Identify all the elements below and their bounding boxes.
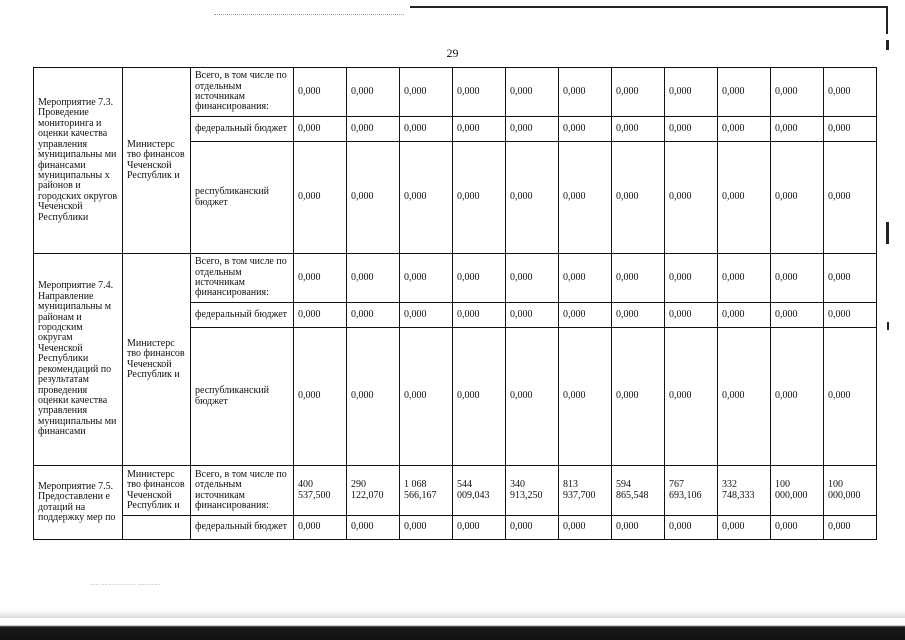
amount-cell: 0,000 xyxy=(718,516,771,540)
amount-cell: 0,000 xyxy=(824,516,877,540)
amount-cell: 0,000 xyxy=(771,117,824,142)
amount-cell: 0,000 xyxy=(294,68,347,117)
amount-cell: 0,000 xyxy=(294,328,347,466)
amount-cell: 0,000 xyxy=(771,68,824,117)
amount-cell: 0,000 xyxy=(665,142,718,254)
amount-cell: 0,000 xyxy=(559,117,612,142)
amount-cell: 0,000 xyxy=(400,68,453,117)
amount-cell: 0,000 xyxy=(400,516,453,540)
funding-source-cell: Всего, в том числе по отдельным источникам финансирования: xyxy=(191,254,294,303)
amount-cell: 0,000 xyxy=(665,254,718,303)
amount-cell: 0,000 xyxy=(400,303,453,328)
amount-cell: 0,000 xyxy=(506,516,559,540)
table-row xyxy=(34,254,877,303)
amount-cell: 0,000 xyxy=(453,328,506,466)
amount-cell: 0,000 xyxy=(559,328,612,466)
amount-cell: 290 122,070 xyxy=(347,466,400,516)
amount-cell: 0,000 xyxy=(718,254,771,303)
amount-cell: 0,000 xyxy=(771,516,824,540)
executor-cell: Министерс тво финансов Чеченской Республик и xyxy=(123,254,191,466)
budget-table xyxy=(33,67,877,540)
amount-cell: 0,000 xyxy=(294,254,347,303)
page-frame-top xyxy=(410,6,888,8)
amount-cell: 0,000 xyxy=(453,516,506,540)
amount-cell: 0,000 xyxy=(665,68,718,117)
table-row xyxy=(34,68,877,117)
executor-cell: Министерс тво финансов Чеченской Республик и xyxy=(123,466,191,516)
amount-cell: 0,000 xyxy=(612,328,665,466)
page-number: 29 xyxy=(446,46,459,60)
amount-cell: 0,000 xyxy=(294,142,347,254)
scan-edge-mark xyxy=(886,222,889,244)
table-row xyxy=(34,466,877,516)
event-name-cell: Мероприятие 7.3. Проведение мониторинга и оценки качества управления муниципальны ми финансами муниципальны х районов и городских округов Чеченской Республики xyxy=(34,68,123,254)
amount-cell: 0,000 xyxy=(294,516,347,540)
amount-cell: 0,000 xyxy=(824,254,877,303)
amount-cell: 0,000 xyxy=(559,516,612,540)
amount-cell: 0,000 xyxy=(347,516,400,540)
amount-cell: 1 068 566,167 xyxy=(400,466,453,516)
amount-cell: 0,000 xyxy=(453,68,506,117)
amount-cell: 0,000 xyxy=(453,303,506,328)
amount-cell: 0,000 xyxy=(347,328,400,466)
amount-cell: 0,000 xyxy=(506,68,559,117)
amount-cell: 0,000 xyxy=(824,117,877,142)
amount-cell: 0,000 xyxy=(347,117,400,142)
amount-cell: 0,000 xyxy=(718,68,771,117)
amount-cell: 0,000 xyxy=(453,142,506,254)
amount-cell: 0,000 xyxy=(294,303,347,328)
footer-artifact: ‥‥‥ ‥‥‥‥ ‥‥‥‥‥‥‥‥ ‥‥‥‥‥‥‥‥ xyxy=(90,581,161,586)
amount-cell: 0,000 xyxy=(400,142,453,254)
amount-cell: 0,000 xyxy=(612,303,665,328)
amount-cell: 100 000,000 xyxy=(771,466,824,516)
amount-cell: 0,000 xyxy=(665,303,718,328)
amount-cell: 0,000 xyxy=(824,142,877,254)
executor-cell: Министерс тво финансов Чеченской Республик и xyxy=(123,68,191,254)
amount-cell: 0,000 xyxy=(612,117,665,142)
amount-cell: 813 937,700 xyxy=(559,466,612,516)
amount-cell: 0,000 xyxy=(612,516,665,540)
amount-cell: 0,000 xyxy=(506,142,559,254)
amount-cell: 0,000 xyxy=(294,117,347,142)
executor-cell xyxy=(123,516,191,540)
event-name-cell: Мероприятие 7.4. Направление муниципальны м районам и городским округам Чеченской Республики рекомендаций по результатам проведения оценки качества управления муниципальны ми финансами xyxy=(34,254,123,466)
amount-cell: 0,000 xyxy=(559,254,612,303)
amount-cell: 0,000 xyxy=(718,303,771,328)
amount-cell: 0,000 xyxy=(824,328,877,466)
amount-cell: 544 009,043 xyxy=(453,466,506,516)
amount-cell: 0,000 xyxy=(612,142,665,254)
amount-cell: 0,000 xyxy=(400,328,453,466)
amount-cell: 0,000 xyxy=(665,117,718,142)
amount-cell: 0,000 xyxy=(347,68,400,117)
funding-source-cell: федеральный бюджет xyxy=(191,303,294,328)
funding-source-cell: республиканский бюджет xyxy=(191,142,294,254)
scan-edge-mark xyxy=(887,322,889,330)
amount-cell: 0,000 xyxy=(559,68,612,117)
amount-cell: 0,000 xyxy=(347,303,400,328)
amount-cell: 0,000 xyxy=(824,303,877,328)
amount-cell: 0,000 xyxy=(559,303,612,328)
amount-cell: 767 693,106 xyxy=(665,466,718,516)
amount-cell: 0,000 xyxy=(718,142,771,254)
amount-cell: 0,000 xyxy=(559,142,612,254)
funding-source-cell: федеральный бюджет xyxy=(191,516,294,540)
amount-cell: 0,000 xyxy=(453,117,506,142)
amount-cell: 594 865,548 xyxy=(612,466,665,516)
amount-cell: 0,000 xyxy=(347,142,400,254)
amount-cell: 340 913,250 xyxy=(506,466,559,516)
amount-cell: 0,000 xyxy=(506,328,559,466)
amount-cell: 0,000 xyxy=(506,117,559,142)
funding-source-cell: федеральный бюджет xyxy=(191,117,294,142)
amount-cell: 0,000 xyxy=(718,117,771,142)
amount-cell: 0,000 xyxy=(824,68,877,117)
amount-cell: 0,000 xyxy=(400,254,453,303)
event-name-cell: Мероприятие 7.5. Предоставлени е дотаций на поддержку мер по xyxy=(34,466,123,540)
amount-cell: 0,000 xyxy=(771,142,824,254)
funding-source-cell: республиканский бюджет xyxy=(191,328,294,466)
amount-cell: 332 748,333 xyxy=(718,466,771,516)
scan-bottom-edge xyxy=(0,621,905,640)
amount-cell: 0,000 xyxy=(453,254,506,303)
page-frame-right xyxy=(886,6,888,34)
amount-cell: 0,000 xyxy=(400,117,453,142)
scan-artifact-top xyxy=(214,14,404,21)
amount-cell: 0,000 xyxy=(612,68,665,117)
amount-cell: 0,000 xyxy=(665,516,718,540)
amount-cell: 0,000 xyxy=(506,254,559,303)
amount-cell: 0,000 xyxy=(506,303,559,328)
amount-cell: 0,000 xyxy=(718,328,771,466)
amount-cell: 0,000 xyxy=(771,328,824,466)
amount-cell: 0,000 xyxy=(612,254,665,303)
funding-source-cell: Всего, в том числе по отдельным источникам финансирования: xyxy=(191,466,294,516)
amount-cell: 0,000 xyxy=(347,254,400,303)
funding-source-cell: Всего, в том числе по отдельным источникам финансирования: xyxy=(191,68,294,117)
amount-cell: 0,000 xyxy=(665,328,718,466)
table-row xyxy=(34,516,877,540)
amount-cell: 400 537,500 xyxy=(294,466,347,516)
amount-cell: 100 000,000 xyxy=(824,466,877,516)
amount-cell: 0,000 xyxy=(771,254,824,303)
amount-cell: 0,000 xyxy=(771,303,824,328)
scan-shadow xyxy=(0,610,905,618)
